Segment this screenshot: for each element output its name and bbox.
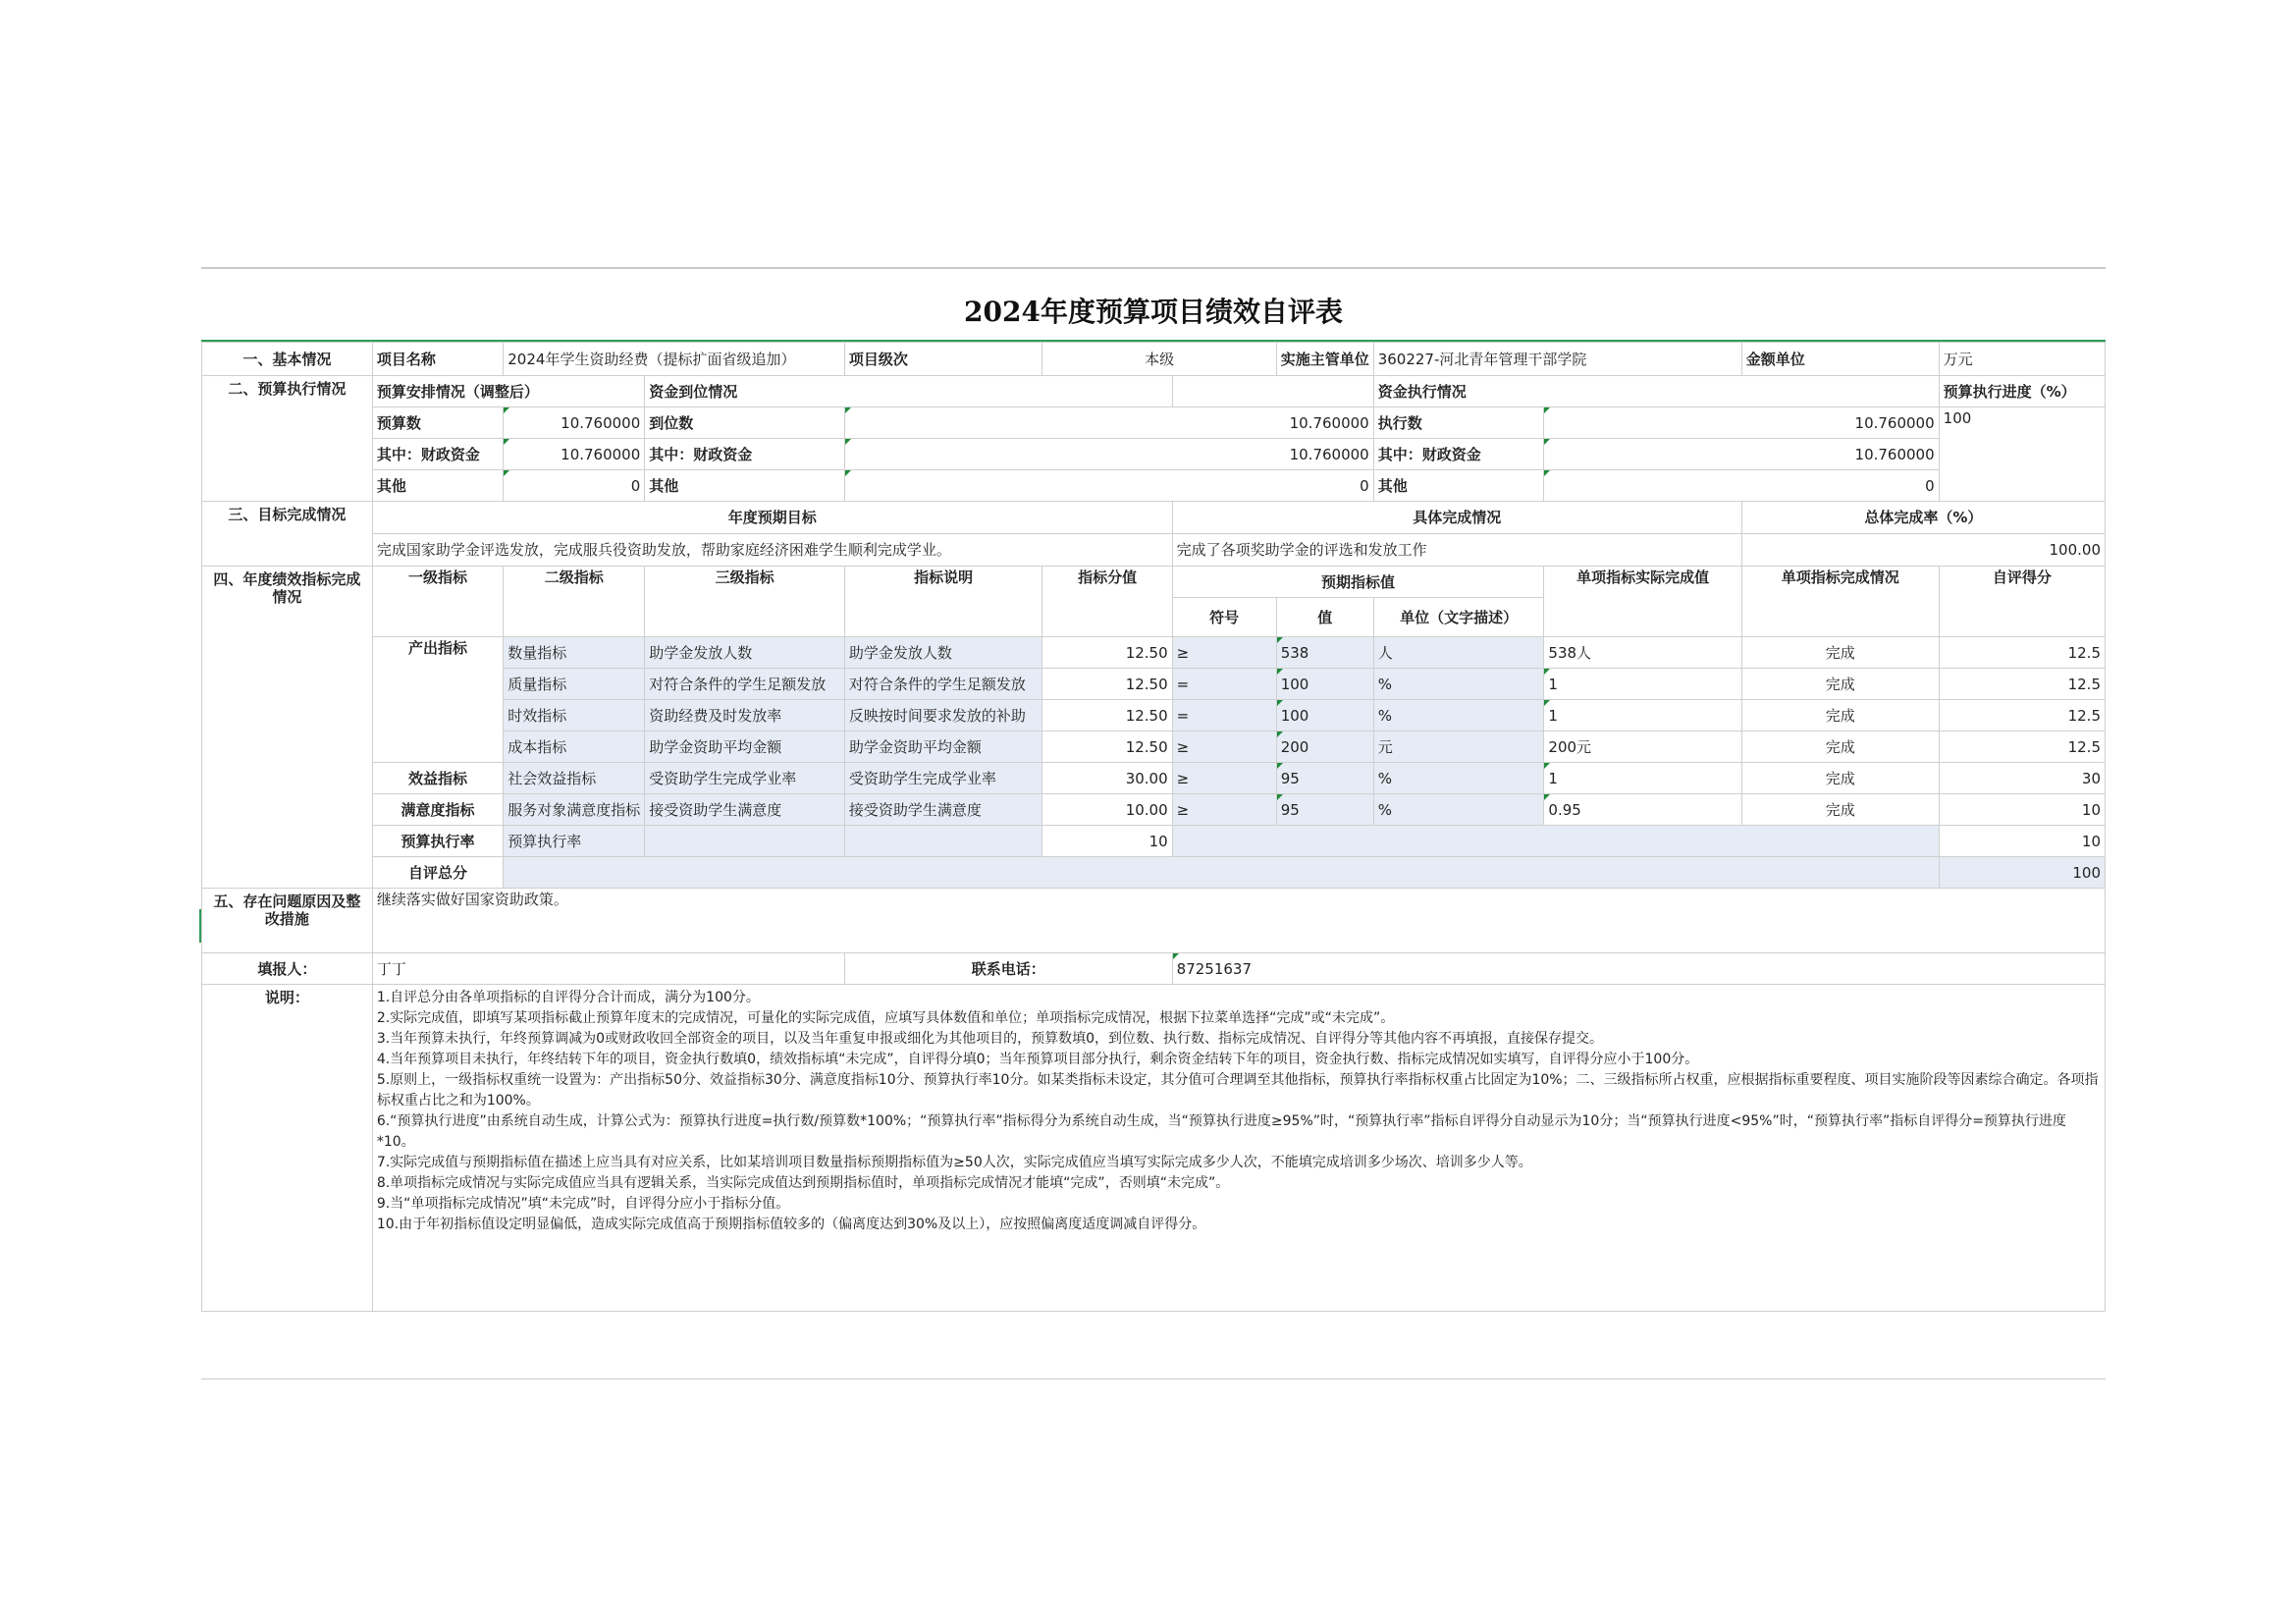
actual-cell[interactable]: 1 [1544, 669, 1741, 700]
desc-cell[interactable]: 接受资助学生满意度 [844, 794, 1042, 826]
note-item: 6.“预算执行进度”由系统自动生成，计算公式为：预算执行进度=执行数/预算数*100%；“预算执行率”指标得分为系统自动生成，当“预算执行进度≥95%”时，“预算执行率”指标自评得分自动显示为10分；当“预算执行进度<95%”时，“预算执行率”指标自评得分=预算执行进度*10。 [376, 1113, 2066, 1150]
weight-cell[interactable]: 12.50 [1042, 731, 1172, 763]
exec-fiscal-value[interactable]: 10.760000 [1544, 439, 1939, 470]
lv3-cell[interactable]: 资助经费及时发放率 [645, 700, 845, 731]
notes-label: 说明： [202, 985, 373, 1312]
budget-value[interactable]: 10.760000 [504, 407, 645, 439]
goal-rate[interactable]: 100.00 [1741, 534, 2105, 567]
note-item: 9.当“单项指标完成情况”填“未完成”时，自评得分应小于指标分值。 [376, 1196, 790, 1212]
project-name-cell[interactable]: 2024年学生资助经费（提标扩面省级追加） [504, 343, 845, 376]
lv3-cell[interactable]: 受资助学生完成学业率 [645, 763, 845, 794]
issues-text[interactable]: 继续落实做好国家资助政策。 [372, 889, 2105, 953]
page-title: 2024年度预算项目绩效自评表 [964, 296, 1343, 328]
goal-actual-header: 具体完成情况 [1172, 502, 1741, 534]
score-cell[interactable]: 12.5 [1939, 669, 2105, 700]
score-cell[interactable]: 30 [1939, 763, 2105, 794]
exec-label: 执行数 [1373, 407, 1544, 439]
score-cell[interactable]: 10 [1939, 794, 2105, 826]
goal-rate-header: 总体完成率（%） [1741, 502, 2105, 534]
level-label: 项目级次 [844, 343, 1042, 376]
budget-blank [1172, 376, 1373, 407]
symbol-cell[interactable]: ≥ [1172, 637, 1276, 669]
arrived-label: 到位数 [645, 407, 845, 439]
lv1-satisfaction: 满意度指标 [372, 794, 503, 826]
note-item: 8.单项指标完成情况与实际完成值应当具有逻辑关系，当实际完成值达到预期指标值时，单项指标完成情况才能填“完成”，否则填“未完成”。 [376, 1175, 1230, 1191]
evaluation-table [201, 342, 2106, 1312]
budget-arranged-header: 预算安排情况（调整后） [372, 376, 644, 407]
section-indicators: 四、年度绩效指标完成情况 [202, 567, 373, 889]
unit-cell[interactable]: 元 [1373, 731, 1544, 763]
budget-arrived-header: 资金到位情况 [645, 376, 1172, 407]
section-basic: 一、基本情况 [202, 343, 373, 376]
weight-cell[interactable]: 30.00 [1042, 763, 1172, 794]
budget-other-row [202, 470, 2106, 502]
desc-cell[interactable]: 对符合条件的学生足额发放 [844, 669, 1042, 700]
value-cell[interactable]: 538 [1276, 637, 1373, 669]
h-lv1: 一级指标 [372, 567, 503, 637]
status-cell[interactable]: 完成 [1741, 794, 1939, 826]
lv3-cell[interactable]: 助学金资助平均金额 [645, 731, 845, 763]
lv2-cell[interactable]: 质量指标 [504, 669, 645, 700]
symbol-cell[interactable]: ≥ [1172, 731, 1276, 763]
score-cell[interactable]: 12.5 [1939, 700, 2105, 731]
value-cell[interactable]: 200 [1276, 731, 1373, 763]
lv1-output: 产出指标 [372, 637, 503, 763]
weight-cell[interactable]: 10.00 [1042, 794, 1172, 826]
desc-cell[interactable]: 助学金发放人数 [844, 637, 1042, 669]
h-weight: 指标分值 [1042, 567, 1172, 637]
filler-name[interactable]: 丁丁 [372, 953, 844, 985]
goal-target[interactable]: 完成国家助学金评选发放，完成服兵役资助发放，帮助家庭经济困难学生顺利完成学业。 [372, 534, 1172, 567]
exec-rate-row [202, 826, 2106, 857]
symbol-cell[interactable]: ≥ [1172, 794, 1276, 826]
arrived-other-label: 其他 [645, 470, 845, 502]
unit-cell[interactable]: 万元 [1939, 343, 2105, 376]
budget-exec-header: 资金执行情况 [1373, 376, 1939, 407]
total-row [202, 857, 2106, 889]
arrived-fiscal-value[interactable]: 10.760000 [844, 439, 1373, 470]
unit-cell[interactable]: % [1373, 700, 1544, 731]
exec-rate-desc [844, 826, 1042, 857]
budget-progress-header: 预算执行进度（%） [1939, 376, 2105, 407]
goal-header-row [202, 502, 2106, 534]
status-cell[interactable]: 完成 [1741, 669, 1939, 700]
note-item: 1.自评总分由各单项指标的自评得分合计而成，满分为100分。 [376, 990, 760, 1005]
total-blank [504, 857, 1939, 889]
unit-cell[interactable]: % [1373, 763, 1544, 794]
budget-fiscal-row [202, 439, 2106, 470]
desc-cell[interactable]: 助学金资助平均金额 [844, 731, 1042, 763]
lv2-cell[interactable]: 服务对象满意度指标 [504, 794, 645, 826]
filler-row [202, 953, 2106, 985]
actual-cell[interactable]: 200元 [1544, 731, 1741, 763]
note-item: 2.实际完成值，即填写某项指标截止预算年度末的完成情况，可量化的实际完成值，应填写具体数值和单位；单项指标完成情况，根据下拉菜单选择“完成”或“未完成”。 [376, 1010, 1395, 1026]
exec-rate-weight: 10 [1042, 826, 1172, 857]
arrived-other-value[interactable]: 0 [844, 470, 1373, 502]
exec-rate-label: 预算执行率 [372, 826, 503, 857]
status-cell[interactable]: 完成 [1741, 731, 1939, 763]
h-status: 单项指标完成情况 [1741, 567, 1939, 637]
evaluation-sheet [201, 267, 2106, 1380]
section-budget: 二、预算执行情况 [202, 376, 373, 502]
goal-target-header: 年度预期目标 [372, 502, 1172, 534]
lv3-cell[interactable]: 接受资助学生满意度 [645, 794, 845, 826]
lv2-cell[interactable]: 数量指标 [504, 637, 645, 669]
h-expected: 预期指标值 [1172, 567, 1544, 598]
unit-cell[interactable]: % [1373, 669, 1544, 700]
indicator-row [202, 794, 2106, 826]
value-cell[interactable]: 95 [1276, 794, 1373, 826]
issues-row [202, 889, 2106, 953]
indicator-header-row [202, 567, 2106, 598]
arrived-value[interactable]: 10.760000 [844, 407, 1373, 439]
lv2-cell[interactable]: 时效指标 [504, 700, 645, 731]
score-cell[interactable]: 12.5 [1939, 731, 2105, 763]
indicator-row [202, 763, 2106, 794]
actual-cell[interactable]: 1 [1544, 700, 1741, 731]
budget-label: 预算数 [372, 407, 503, 439]
actual-cell[interactable]: 0.95 [1544, 794, 1741, 826]
h-lv2: 二级指标 [504, 567, 645, 637]
budget-other-value[interactable]: 0 [504, 470, 645, 502]
h-unit: 单位（文字描述） [1373, 598, 1544, 637]
note-item: 3.当年预算未执行，年终预算调减为0或财政收回全部资金的项目，以及当年重复申报或细化为其他项目的，预算数填0，到位数、执行数、指标完成情况、自评得分等其他内容不再填报，直接保存提交。 [376, 1031, 1603, 1047]
status-cell[interactable]: 完成 [1741, 637, 1939, 669]
status-cell[interactable]: 完成 [1741, 700, 1939, 731]
budget-header-row [202, 376, 2106, 407]
h-symbol: 符号 [1172, 598, 1276, 637]
notes-row [202, 985, 2106, 1312]
unit-cell[interactable]: % [1373, 794, 1544, 826]
h-desc: 指标说明 [844, 567, 1042, 637]
lv3-cell[interactable]: 助学金发放人数 [645, 637, 845, 669]
exec-rate-lv2: 预算执行率 [504, 826, 645, 857]
weight-cell[interactable]: 12.50 [1042, 637, 1172, 669]
h-score: 自评得分 [1939, 567, 2105, 637]
goal-actual[interactable]: 完成了各项奖助学金的评选和发放工作 [1172, 534, 1741, 567]
exec-rate-blank [1172, 826, 1939, 857]
status-cell[interactable]: 完成 [1741, 763, 1939, 794]
dept-label: 实施主管单位 [1276, 343, 1373, 376]
fiscal-label: 其中：财政资金 [372, 439, 503, 470]
phone-value[interactable]: 87251637 [1172, 953, 2105, 985]
exec-value[interactable]: 10.760000 [1544, 407, 1939, 439]
actual-cell[interactable]: 538人 [1544, 637, 1741, 669]
weight-cell[interactable]: 12.50 [1042, 669, 1172, 700]
goal-row [202, 534, 2106, 567]
exec-other-value[interactable]: 0 [1544, 470, 1939, 502]
other-label: 其他 [372, 470, 503, 502]
weight-cell[interactable]: 12.50 [1042, 700, 1172, 731]
unit-cell[interactable]: 人 [1373, 637, 1544, 669]
exec-fiscal-label: 其中：财政资金 [1373, 439, 1544, 470]
symbol-cell[interactable]: = [1172, 700, 1276, 731]
exec-rate-lv3 [645, 826, 845, 857]
desc-cell[interactable]: 受资助学生完成学业率 [844, 763, 1042, 794]
total-label: 自评总分 [372, 857, 503, 889]
symbol-cell[interactable]: ≥ [1172, 763, 1276, 794]
budget-total-row [202, 407, 2106, 439]
exec-rate-score: 10 [1939, 826, 2105, 857]
exec-other-label: 其他 [1373, 470, 1544, 502]
notes-body [372, 985, 2105, 1312]
h-actual: 单项指标实际完成值 [1544, 567, 1741, 637]
progress-value[interactable]: 100 [1939, 407, 2105, 502]
lv2-cell[interactable]: 社会效益指标 [504, 763, 645, 794]
phone-label: 联系电话： [844, 953, 1172, 985]
note-item: 10.由于年初指标值设定明显偏低，造成实际完成值高于预期指标值较多的（偏离度达到30%及以上），应按照偏离度适度调减自评得分。 [376, 1217, 1206, 1232]
project-name-label: 项目名称 [372, 343, 503, 376]
h-value: 值 [1276, 598, 1373, 637]
lv3-cell[interactable]: 对符合条件的学生足额发放 [645, 669, 845, 700]
desc-cell[interactable]: 反映按时间要求发放的补助 [844, 700, 1042, 731]
note-item: 7.实际完成值与预期指标值在描述上应当具有对应关系，比如某培训项目数量指标预期指标值为≥50人次，实际完成值应当填写实际完成多少人次，不能填完成培训多少场次、培训多少人等。 [376, 1155, 1532, 1170]
budget-fiscal-value[interactable]: 10.760000 [504, 439, 645, 470]
h-lv3: 三级指标 [645, 567, 845, 637]
indicator-row [202, 637, 2106, 669]
note-item: 5.原则上，一级指标权重统一设置为：产出指标50分、效益指标30分、满意度指标10分、预算执行率10分。如某类指标未设定，其分值可合理调至其他指标，预算执行率指标权重占比固定为10%；二、三级指标所占权重，应根据指标重要程度、项目实施阶段等因素综合确定。各项指标权重占比之和为100%。 [376, 1072, 2099, 1109]
section-issues: 五、存在问题原因及整改措施 [202, 889, 373, 953]
value-cell[interactable]: 100 [1276, 669, 1373, 700]
section-goal: 三、目标完成情况 [202, 502, 373, 567]
level-cell[interactable]: 本级 [1042, 343, 1276, 376]
lv1-benefit: 效益指标 [372, 763, 503, 794]
value-cell[interactable]: 100 [1276, 700, 1373, 731]
total-score: 100 [1939, 857, 2105, 889]
dept-cell[interactable]: 360227-河北青年管理干部学院 [1373, 343, 1741, 376]
unit-label: 金额单位 [1741, 343, 1939, 376]
filler-label: 填报人： [202, 953, 373, 985]
lv2-cell[interactable]: 成本指标 [504, 731, 645, 763]
basic-row [202, 343, 2106, 376]
actual-cell[interactable]: 1 [1544, 763, 1741, 794]
score-cell[interactable]: 12.5 [1939, 637, 2105, 669]
note-item: 4.当年预算项目未执行，年终结转下年的项目，资金执行数填0，绩效指标填“未完成”，自评得分填0；当年预算项目部分执行，剩余资金结转下年的项目，资金执行数、指标完成情况如实填写，自评得分应小于100分。 [376, 1052, 1699, 1067]
symbol-cell[interactable]: = [1172, 669, 1276, 700]
arrived-fiscal-label: 其中：财政资金 [645, 439, 845, 470]
value-cell[interactable]: 95 [1276, 763, 1373, 794]
